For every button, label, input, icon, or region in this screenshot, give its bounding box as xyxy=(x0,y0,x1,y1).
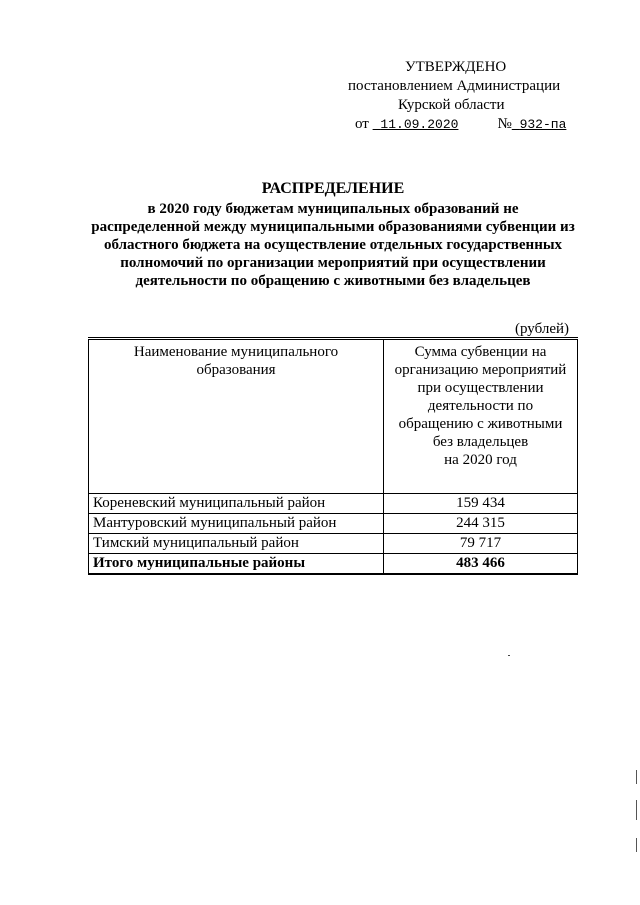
title-line-3: областного бюджета на осуществление отдельных государственных xyxy=(103,237,563,253)
header-name-line: образования xyxy=(196,362,276,378)
table-total-row xyxy=(89,554,578,575)
table-row xyxy=(89,534,578,554)
document-title xyxy=(86,180,580,290)
decree-number: 932-па xyxy=(519,117,567,132)
header-amount-line: без владельцев xyxy=(432,434,529,450)
district-amount: 244 315 xyxy=(384,514,578,534)
title-line-5: деятельности по обращению с животными без владельцев xyxy=(135,273,531,289)
total-label: Итого муниципальные районы xyxy=(89,554,384,575)
number-prefix: № xyxy=(497,116,512,132)
district-name: Тимский муниципальный район xyxy=(89,534,384,554)
scan-edge-mark xyxy=(636,770,637,784)
total-amount: 483 466 xyxy=(384,554,578,575)
title-line-1: в 2020 году бюджетам муниципальных образований не xyxy=(147,201,519,217)
title-line-2: распределенной между муниципальными образованиями субвенции из xyxy=(91,219,575,235)
header-amount-line: при осуществлении xyxy=(417,380,544,396)
header-name-column xyxy=(89,339,384,494)
district-name: Мантуровский муниципальный район xyxy=(89,514,384,534)
scan-speck xyxy=(508,655,510,656)
header-name-line: Наименование муниципального xyxy=(133,344,339,360)
decree-label: постановлением Администрации xyxy=(348,78,561,94)
title-line-4: полномочий по организации мероприятий при осуществлении xyxy=(120,255,546,271)
decree-dateline xyxy=(355,115,585,134)
approved-label: УТВЕРЖДЕНО xyxy=(405,59,507,75)
units-label: (рублей) xyxy=(515,321,570,337)
header-amount-column xyxy=(384,339,578,494)
region-label: Курской области xyxy=(398,97,505,113)
scan-edge-mark xyxy=(636,800,637,820)
header-amount-line: Сумма субвенции на xyxy=(414,344,547,360)
header-amount-line: организацию мероприятий xyxy=(394,362,567,378)
approval-stamp xyxy=(345,58,585,134)
header-amount-line: обращению с животными xyxy=(398,416,563,432)
table-header-row xyxy=(89,339,578,494)
district-amount: 159 434 xyxy=(384,494,578,514)
distribution-table xyxy=(88,337,578,575)
table-row xyxy=(89,494,578,514)
decree-date: 11.09.2020 xyxy=(380,117,459,132)
district-amount: 79 717 xyxy=(384,534,578,554)
table-row xyxy=(89,514,578,534)
header-amount-line: на 2020 год xyxy=(444,452,517,468)
date-prefix: от xyxy=(355,116,369,132)
title-heading: РАСПРЕДЕЛЕНИЕ xyxy=(261,180,405,197)
district-name: Кореневский муниципальный район xyxy=(89,494,384,514)
header-amount-line: деятельности по xyxy=(427,398,534,414)
scan-edge-mark xyxy=(636,838,637,852)
